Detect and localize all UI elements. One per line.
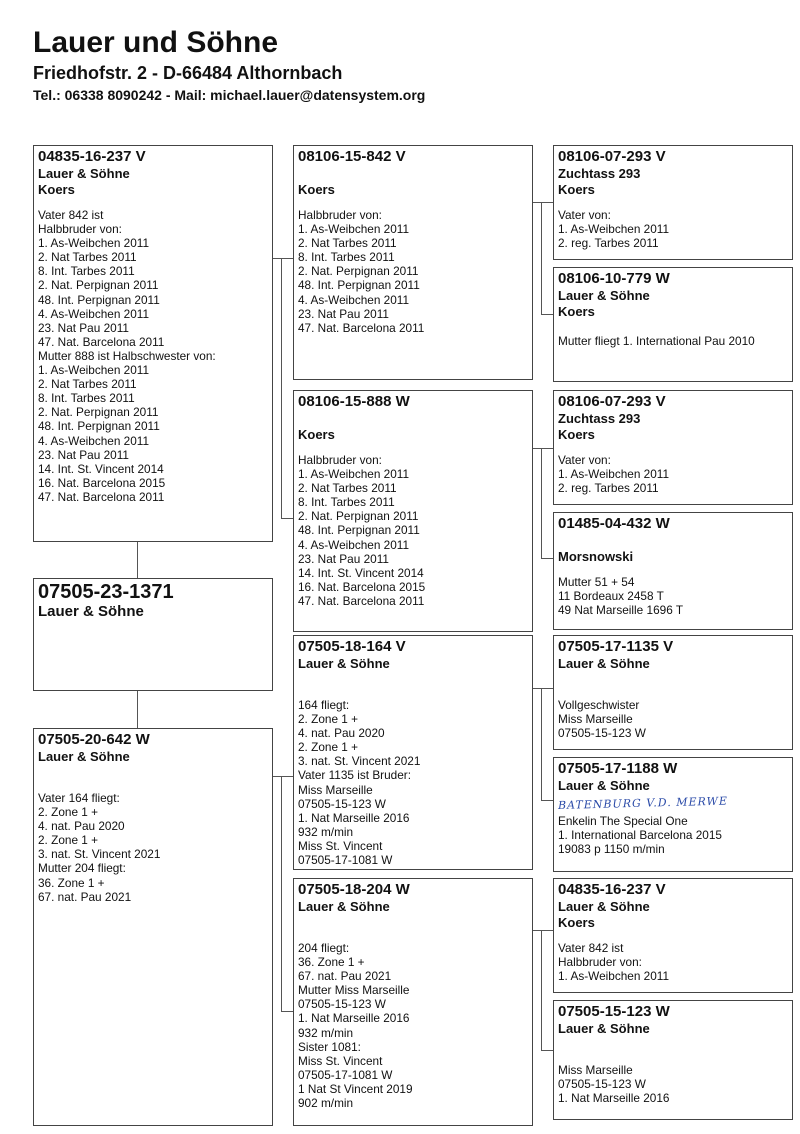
pedigree-card-mmf bbox=[553, 878, 793, 993]
ring-number: 01485-04-432 W bbox=[558, 515, 670, 532]
note-line: 1. Nat Marseille 2016 bbox=[298, 1011, 410, 1026]
breeder-contact: Tel.: 06338 8090242 - Mail: michael.lauer@datensystem.org bbox=[33, 87, 426, 103]
performance-notes bbox=[558, 941, 788, 983]
ring-number: 07505-17-1188 W bbox=[558, 760, 678, 777]
breeder-name: Lauer und Söhne bbox=[33, 26, 279, 59]
note-line: Miss Marseille bbox=[298, 782, 373, 797]
strain-line: Koers bbox=[298, 427, 335, 442]
owner-line: Lauer & Söhne bbox=[558, 1021, 650, 1036]
note-line: Mutter fliegt 1. International Pau 2010 bbox=[558, 334, 755, 348]
note-line: 4. As-Weibchen 2011 bbox=[298, 292, 410, 307]
pedigree-card-mf bbox=[293, 635, 533, 870]
ring-number: 07505-15-123 W bbox=[558, 1003, 670, 1020]
note-line: 07505-17-1081 W bbox=[298, 853, 393, 868]
connector-line bbox=[541, 202, 553, 203]
pedigree-card-father bbox=[33, 145, 273, 542]
connector-line bbox=[137, 691, 138, 728]
performance-notes bbox=[558, 1063, 788, 1105]
note-line: 48. Int. Perpignan 2011 bbox=[298, 523, 420, 538]
ring-number: 07505-20-642 W bbox=[38, 731, 150, 748]
note-line: 23. Nat Pau 2011 bbox=[298, 551, 389, 566]
note-line: Mutter 51 + 54 bbox=[558, 575, 635, 589]
note-line: Vater 842 ist bbox=[558, 941, 624, 955]
connector-line bbox=[541, 314, 553, 315]
owner-line: Lauer & Söhne bbox=[298, 899, 390, 914]
note-line: 3. nat. St. Vincent 2021 bbox=[298, 754, 421, 769]
note-line: 48. Int. Perpignan 2011 bbox=[38, 292, 160, 307]
note-line: 1. As-Weibchen 2011 bbox=[38, 363, 150, 378]
owner-line: Lauer & Söhne bbox=[38, 166, 130, 181]
note-line: 48. Int. Perpignan 2011 bbox=[38, 419, 160, 434]
pedigree-card-fff bbox=[553, 145, 793, 260]
note-line: 2. Zone 1 + bbox=[298, 740, 359, 755]
strain-line: Zuchtass 293 bbox=[558, 166, 641, 181]
note-line: 164 fliegt: bbox=[298, 698, 350, 712]
connector-line bbox=[541, 448, 542, 558]
note-line: 4. As-Weibchen 2011 bbox=[38, 433, 150, 448]
connector-line bbox=[281, 518, 293, 519]
ring-number: 08106-15-888 W bbox=[298, 393, 410, 410]
owner-line: Lauer & Söhne bbox=[558, 656, 650, 671]
note-line: 2. Nat. Perpignan 2011 bbox=[298, 509, 419, 524]
connector-line bbox=[541, 202, 542, 314]
note-line: 1. As-Weibchen 2011 bbox=[298, 222, 410, 237]
note-line: 49 Nat Marseille 1696 T bbox=[558, 603, 684, 618]
performance-notes bbox=[558, 208, 788, 250]
note-line: 932 m/min bbox=[298, 1025, 354, 1040]
performance-notes bbox=[558, 575, 788, 617]
owner-line: Lauer & Söhne bbox=[38, 749, 130, 764]
note-line: 204 fliegt: bbox=[298, 941, 350, 955]
performance-notes bbox=[298, 941, 528, 1110]
note-line: 2. Nat Tarbes 2011 bbox=[298, 481, 397, 496]
connector-line bbox=[281, 258, 293, 259]
note-line: 3. nat. St. Vincent 2021 bbox=[38, 847, 161, 862]
owner-line: Lauer & Söhne bbox=[38, 603, 144, 620]
note-line: 2. Zone 1 + bbox=[38, 833, 99, 848]
note-line: Vollgeschwister bbox=[558, 698, 640, 712]
ring-number: 07505-18-164 V bbox=[298, 638, 406, 655]
handwritten-note: BATENBURG V.D. MERWE bbox=[557, 794, 729, 812]
note-line: 07505-15-123 W bbox=[298, 997, 386, 1012]
connector-line bbox=[281, 258, 282, 518]
note-line: 1. Nat Marseille 2016 bbox=[298, 810, 410, 825]
note-line: 07505-15-123 W bbox=[298, 796, 386, 811]
note-line: 36. Zone 1 + bbox=[38, 875, 105, 890]
performance-notes bbox=[38, 208, 268, 504]
note-line: Halbbruder von: bbox=[298, 208, 382, 222]
note-line: 47. Nat. Barcelona 2011 bbox=[38, 334, 165, 349]
note-line: 4. nat. Pau 2020 bbox=[38, 819, 125, 834]
note-line: 1 Nat St Vincent 2019 bbox=[298, 1081, 413, 1096]
note-line: 4. nat. Pau 2020 bbox=[298, 726, 385, 741]
ring-number: 08106-15-842 V bbox=[298, 148, 406, 165]
note-line: 2. Zone 1 + bbox=[38, 805, 99, 820]
performance-notes bbox=[38, 791, 268, 904]
connector-line bbox=[281, 776, 293, 777]
note-line: Miss St. Vincent bbox=[298, 838, 383, 853]
note-line: Mutter 204 fliegt: bbox=[38, 861, 126, 876]
note-line: 07505-15-123 W bbox=[558, 726, 646, 741]
note-line: Vater von: bbox=[558, 453, 611, 467]
note-line: 8. Int. Tarbes 2011 bbox=[298, 495, 395, 510]
note-line: Enkelin The Special One bbox=[558, 814, 688, 828]
pedigree-card-fmf bbox=[553, 390, 793, 505]
connector-line bbox=[541, 930, 542, 1050]
pedigree-card-fmm bbox=[553, 512, 793, 630]
pedigree-card-mff bbox=[553, 635, 793, 750]
note-line: 8. Int. Tarbes 2011 bbox=[298, 250, 395, 265]
note-line: 2. Zone 1 + bbox=[298, 712, 359, 727]
note-line: 47. Nat. Barcelona 2011 bbox=[298, 320, 425, 335]
note-line: 4. As-Weibchen 2011 bbox=[38, 306, 150, 321]
pedigree-card-mm bbox=[293, 878, 533, 1126]
connector-line bbox=[541, 448, 553, 449]
owner-line: Lauer & Söhne bbox=[558, 778, 650, 793]
note-line: 2. Nat. Perpignan 2011 bbox=[298, 264, 419, 279]
ring-number: 08106-07-293 V bbox=[558, 148, 666, 165]
connector-line bbox=[281, 1011, 293, 1012]
note-line: 932 m/min bbox=[298, 824, 354, 839]
note-line: 1. International Barcelona 2015 bbox=[558, 828, 722, 843]
note-line: 2. Nat Tarbes 2011 bbox=[298, 236, 397, 251]
performance-notes bbox=[298, 698, 528, 867]
note-line: 36. Zone 1 + bbox=[298, 955, 365, 970]
note-line: 07505-17-1081 W bbox=[298, 1067, 393, 1082]
performance-notes bbox=[558, 698, 788, 740]
note-line: Miss St. Vincent bbox=[298, 1053, 383, 1068]
note-line: 2. Nat Tarbes 2011 bbox=[38, 250, 137, 265]
note-line: 2. reg. Tarbes 2011 bbox=[558, 236, 659, 251]
note-line: 2. reg. Tarbes 2011 bbox=[558, 481, 659, 496]
ring-number: 07505-18-204 W bbox=[298, 881, 410, 898]
pedigree-card-mother bbox=[33, 728, 273, 1126]
owner-line: Lauer & Söhne bbox=[558, 899, 650, 914]
note-line: 07505-15-123 W bbox=[558, 1077, 646, 1092]
note-line: 48. Int. Perpignan 2011 bbox=[298, 278, 420, 293]
strain-line: Koers bbox=[38, 182, 75, 197]
strain-line: Zuchtass 293 bbox=[558, 411, 641, 426]
owner-line: Lauer & Söhne bbox=[558, 288, 650, 303]
ring-number: 04835-16-237 V bbox=[38, 148, 146, 165]
ring-number: 04835-16-237 V bbox=[558, 881, 666, 898]
note-line: 1. As-Weibchen 2011 bbox=[38, 236, 150, 251]
owner-line: Morsnowski bbox=[558, 549, 634, 564]
note-line: Vater 1135 ist Bruder: bbox=[298, 768, 412, 783]
performance-notes bbox=[298, 453, 528, 608]
connector-line bbox=[533, 202, 541, 203]
strain-line: Koers bbox=[558, 427, 595, 442]
note-line: Mutter Miss Marseille bbox=[298, 983, 410, 998]
note-line: 19083 p 1150 m/min bbox=[558, 842, 665, 857]
performance-notes bbox=[558, 453, 788, 495]
note-line: Vater 842 ist bbox=[38, 208, 104, 222]
performance-notes bbox=[558, 334, 788, 348]
note-line: 2. Nat Tarbes 2011 bbox=[38, 377, 137, 392]
note-line: 23. Nat Pau 2011 bbox=[38, 447, 129, 462]
connector-line bbox=[533, 930, 541, 931]
pedigree-card-main bbox=[33, 578, 273, 691]
note-line: 1. As-Weibchen 2011 bbox=[558, 222, 670, 237]
connector-line bbox=[533, 448, 541, 449]
note-line: Miss Marseille bbox=[558, 1063, 633, 1077]
connector-line bbox=[273, 258, 281, 259]
pedigree-card-ffm bbox=[553, 267, 793, 382]
note-line: 1. As-Weibchen 2011 bbox=[298, 467, 410, 482]
ring-number: 08106-10-779 W bbox=[558, 270, 670, 287]
note-line: Vater 164 fliegt: bbox=[38, 791, 120, 805]
note-line: 23. Nat Pau 2011 bbox=[298, 306, 389, 321]
note-line: 1. Nat Marseille 2016 bbox=[558, 1091, 670, 1106]
connector-line bbox=[281, 776, 282, 1011]
connector-line bbox=[541, 688, 542, 800]
note-line: 16. Nat. Barcelona 2015 bbox=[38, 475, 166, 490]
connector-line bbox=[541, 930, 553, 931]
note-line: 902 m/min bbox=[298, 1096, 354, 1111]
ring-number: 07505-23-1371 bbox=[38, 581, 174, 603]
note-line: Halbbruder von: bbox=[298, 453, 382, 467]
note-line: 14. Int. St. Vincent 2014 bbox=[298, 565, 424, 580]
owner-line: Lauer & Söhne bbox=[298, 656, 390, 671]
note-line: Vater von: bbox=[558, 208, 611, 222]
note-line: 67. nat. Pau 2021 bbox=[38, 889, 132, 904]
pedigree-card-mmm bbox=[553, 1000, 793, 1120]
connector-line bbox=[137, 542, 138, 578]
note-line: Halbbruder von: bbox=[38, 222, 122, 237]
strain-line: Koers bbox=[558, 182, 595, 197]
pedigree-card-fm bbox=[293, 390, 533, 632]
strain-line: Koers bbox=[298, 182, 335, 197]
note-line: 2. Nat. Perpignan 2011 bbox=[38, 405, 159, 420]
connector-line bbox=[541, 800, 553, 801]
note-line: 1. As-Weibchen 2011 bbox=[558, 467, 670, 482]
note-line: 14. Int. St. Vincent 2014 bbox=[38, 461, 164, 476]
connector-line bbox=[541, 1050, 553, 1051]
strain-line: Koers bbox=[558, 915, 595, 930]
performance-notes bbox=[558, 814, 788, 856]
note-line: 8. Int. Tarbes 2011 bbox=[38, 391, 135, 406]
connector-line bbox=[533, 688, 541, 689]
note-line: 2. Nat. Perpignan 2011 bbox=[38, 278, 159, 293]
note-line: Sister 1081: bbox=[298, 1039, 361, 1054]
note-line: 1. As-Weibchen 2011 bbox=[558, 969, 670, 984]
strain-line: Koers bbox=[558, 304, 595, 319]
ring-number: 07505-17-1135 V bbox=[558, 638, 674, 655]
connector-line bbox=[273, 776, 281, 777]
connector-line bbox=[541, 558, 553, 559]
note-line: Halbbruder von: bbox=[558, 955, 642, 970]
pedigree-card-mfm bbox=[553, 757, 793, 872]
note-line: 11 Bordeaux 2458 T bbox=[558, 589, 664, 604]
note-line: Miss Marseille bbox=[558, 712, 633, 727]
note-line: Mutter 888 ist Halbschwester von: bbox=[38, 348, 216, 363]
connector-line bbox=[541, 688, 553, 689]
note-line: 4. As-Weibchen 2011 bbox=[298, 537, 410, 552]
breeder-address: Friedhofstr. 2 - D-66484 Althornbach bbox=[33, 63, 343, 83]
performance-notes bbox=[298, 208, 528, 335]
note-line: 23. Nat Pau 2011 bbox=[38, 320, 129, 335]
note-line: 16. Nat. Barcelona 2015 bbox=[298, 579, 426, 594]
ring-number: 08106-07-293 V bbox=[558, 393, 666, 410]
note-line: 67. nat. Pau 2021 bbox=[298, 969, 392, 984]
note-line: 47. Nat. Barcelona 2011 bbox=[38, 489, 165, 504]
pedigree-card-ff bbox=[293, 145, 533, 380]
note-line: 47. Nat. Barcelona 2011 bbox=[298, 593, 425, 608]
note-line: 8. Int. Tarbes 2011 bbox=[38, 264, 135, 279]
